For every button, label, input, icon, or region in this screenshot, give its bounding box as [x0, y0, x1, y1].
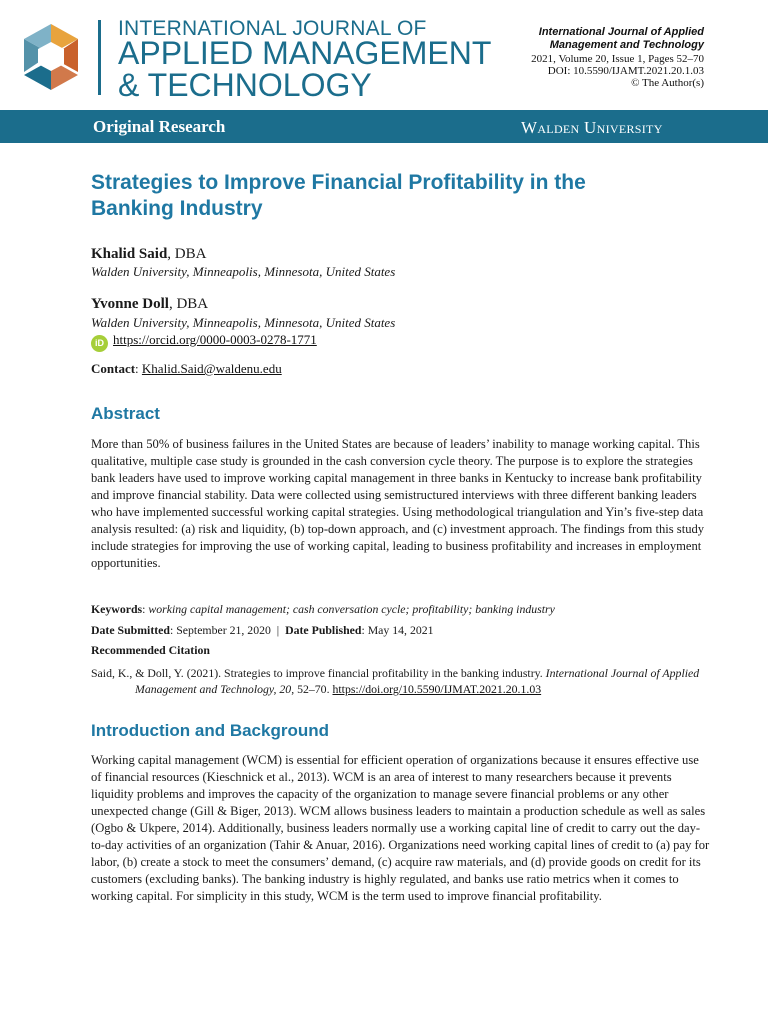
header-divider — [98, 20, 101, 95]
intro-text: Working capital management (WCM) is essential for efficient operation of organizations because it ensures effective use of financial resources (Kieschnick et al., 2013). WCM is an area of interest to many researchers because it prevents liquidity problems and improves the capacity of the organization to manage severe financial problems or any other unexpected change (Gill & Biger, 2013). WCM allows business leaders to maintain a production schedule as well as sales (Ogbo & Ukpere, 2014). Additionally, business leaders normally use a working capital line of credit to carry out the day-to-day activities of an organization (Tahir & Anuar, 2016). Organizations need working capital lines of credit to (a) pay for labor, (b) create a stock to meet the consumers’ demand, (c) acquire raw materials, and (d) provide goods on credit for its customers (excluding banks). The banking industry is highly regulated, and banks use ratio metrics when it comes to working capital. For simplicity in this study, WCM is the term used to improve financial profitability. — [91, 753, 710, 903]
contact-label: Contact — [91, 361, 136, 376]
author-2 — [91, 296, 208, 313]
meta-journal-title-1: International Journal of Applied — [538, 26, 704, 38]
dates-line: Date Submitted: September 21, 2020 | Date Published: May 14, 2021 — [91, 623, 434, 637]
citation-journal: International Journal of Applied Management and Technology, 20 — [135, 666, 700, 696]
orcid-icon[interactable]: iD — [91, 335, 108, 352]
published-label: Date Published — [285, 623, 362, 637]
citation-pages: , 52–70. — [291, 682, 333, 696]
citation-heading — [91, 643, 210, 658]
meta-issue: 2021, Volume 20, Issue 1, Pages 52–70 — [531, 53, 704, 65]
author-name: Yvonne Doll — [91, 296, 169, 312]
meta-doi: DOI: 10.5590/IJAMT.2021.20.1.03 — [547, 65, 704, 77]
intro-heading: Introduction and Background — [91, 721, 329, 740]
citation-heading-text: Recommended Citation — [91, 643, 210, 657]
journal-name-line2: APPLIED MANAGEMENT — [118, 35, 492, 71]
journal-logo-icon — [20, 22, 82, 92]
abstract-heading: Abstract — [91, 404, 160, 423]
article-type-label: Original Research — [93, 117, 226, 136]
author-2-affiliation: Walden University, Minneapolis, Minnesota, United States — [91, 315, 396, 330]
citation-doi-link[interactable]: https://doi.org/10.5590/IJMAT.2021.20.1.03 — [332, 682, 542, 696]
citation-authors: Said, K., & Doll, Y. (2021). Strategies to improve financial profitability in the banking industry. — [91, 666, 546, 680]
abstract-text: More than 50% of business failures in the United States are because of leaders’ inability to manage working capital. This qualitative, multiple case study is grounded in the cash conversion cycle theory. The purpose is to explore the strategies bank leaders have used to improve working capital management in three banks in Kentucky to increase bank profitability and improve financial stability. Data were collected using semistructured interviews with three different banking leaders who have implemented successful working capital strategies. Using methodological triangulation and Yin’s five-step data analysis resulted: (a) risk and liquidity, (b) top-down approach, and (c) investment approach. The findings from this study include strategies for improving the use of working capital, leading to business profitability and increases in employment opportunities. — [91, 437, 705, 570]
keywords-value: working capital management; cash conversation cycle; profitability; banking industry — [148, 602, 555, 616]
published-date: May 14, 2021 — [367, 623, 434, 637]
orcid-link[interactable]: https://orcid.org/0000-0003-0278-1771 — [113, 332, 317, 347]
author-degree: , DBA — [168, 296, 209, 312]
contact-line: Contact: Khalid.Said@waldenu.edu — [91, 361, 282, 376]
submitted-label: Date Submitted — [91, 623, 170, 637]
author-degree: , DBA — [167, 246, 207, 262]
author-name: Khalid Said — [91, 246, 168, 262]
meta-copyright: © The Author(s) — [631, 77, 704, 89]
journal-name-line3: & TECHNOLOGY — [118, 67, 372, 103]
meta-journal-title-2: Management and Technology — [549, 39, 704, 51]
author-1-affiliation: Walden University, Minneapolis, Minnesota, United States — [91, 264, 396, 279]
publisher-logo: Walden University — [521, 118, 663, 137]
recommended-citation — [91, 665, 745, 697]
submitted-date: September 21, 2020 — [176, 623, 271, 637]
keywords-line: Keywords: working capital management; cash conversation cycle; profitability; banking industry — [91, 602, 555, 616]
journal-name-line1: INTERNATIONAL JOURNAL OF — [118, 17, 427, 40]
keywords-label: Keywords — [91, 602, 143, 616]
author-1 — [91, 246, 206, 263]
contact-email-link[interactable]: Khalid.Said@waldenu.edu — [141, 361, 282, 376]
article-title: Strategies to Improve Financial Profitability in the Banking Industry — [91, 171, 586, 220]
